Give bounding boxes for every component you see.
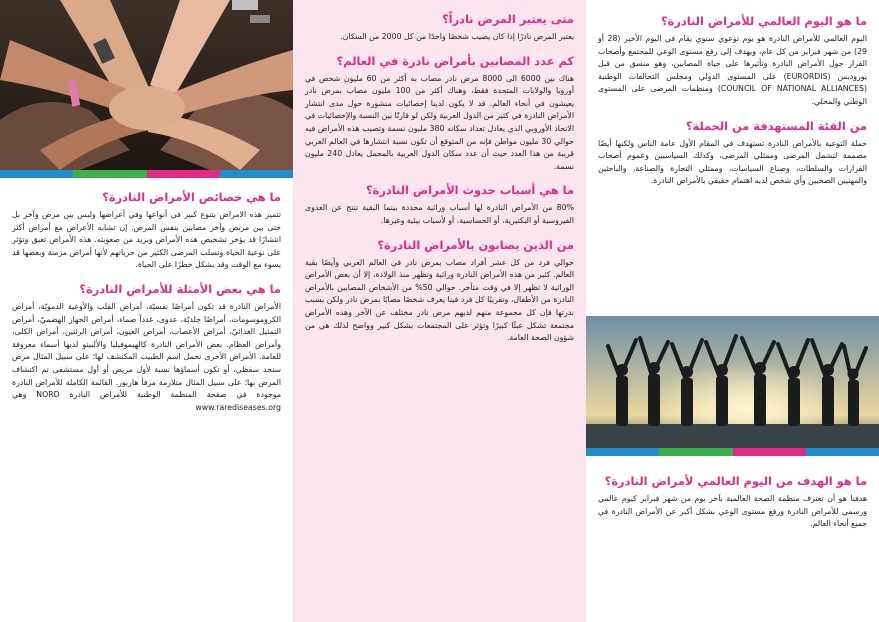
right-column: [586, 0, 879, 622]
heading-goal: ما هو الهدف من اليوم العالمي لأمراض النادرة؟: [604, 474, 867, 488]
body-world-day: اليوم العالمي للأمراض النادرة هو يوم توعوي سنوي يقام في اليوم الأخير (28 أو 29) من شهر فبراير من كل عام، ويهدف إلى رفع مستوى الوعي للمجتمع وأصحاب القرار حول الأمراض النادرة وتأثيرها على حياة المصابين، وهو منسق من قبل يوروديس (EURORDIS) على المستوى الدولي ومجلس التحالفات الوطنية (COUNCIL OF NATIONAL ALLIANCES) ومنظمات المرضى على المستوى الوطني والمحلي.: [598, 34, 867, 106]
middle-text: [305, 12, 574, 355]
section-when-rare: [305, 12, 574, 44]
right-text-bottom: [598, 474, 867, 541]
section-how-many: [305, 54, 574, 174]
heading-examples: ما هي بعض الأمثلة للأمراض النادرة؟: [79, 281, 281, 296]
middle-column: [293, 0, 586, 622]
body-goal: هدفنا هو أن تعترف منظمة الصحة العالمية بآخر يوم من شهر فبراير كيوم عالمي ورسمي للأمراض النادرة ورفع مستوى الوعي بشكل أكبر عن الأمراض النادرة في جميع أنحاء العالم.: [598, 494, 867, 529]
body-target-group: حملة التوعية بالأمراض النادرة تستهدف في المقام الأول عامة الناس ولكنها أيضًا مصممة لتشمل المرضى وممثلي المرضى، وكذلك السياسيين وعموم أصحاب القرارات والسلطات، وصناع السياسات، وممثلي التجارة والصناعة، والباحثين والمهنيين الصحيين وأي شخص لديه اهتمام حقيقي بالأمراض النادرة.: [598, 138, 867, 186]
body-who-affected: حوالي فرد من كل عشر أفراد مصاب بمرض نادر في العالم العربي وأيضًا بقية العالم. كثير من هذه الأمراض النادرة وراثية وتظهر منذ الولادة، إلا أن بعض الأمراض الوراثية لا تظهر إلا في وقت متأخر. حوالي 50% من الأشخاص المصابين بالأمراض النادرة من الأطفال، وتقريبًا كل فرد فينا يعرف شخصًا مصابًا بمرض نادر ولكن بسبب ندرتها فإن كل مجموعة منهم لديهم مرض نادر مختلف عن الآخر وهذه الأمراض مجتمعة تشكل عبئًا كبيرًا وتؤثر على المجتمعات بشكل كبير وواضح لذلك هي من شؤون الصحة العامة.: [305, 257, 574, 343]
heading-characteristics: ما هي خصائص الأمراض النادرة؟: [102, 190, 281, 204]
heading-when-rare: متى يعتبر المرض نادراً؟: [442, 12, 574, 26]
right-text-top: [598, 14, 867, 198]
sunset-silhouettes-photo: [586, 316, 879, 448]
section-causes: [305, 183, 574, 227]
left-column: [0, 0, 293, 622]
body-causes: 80% من الأمراض النادرة لها أسباب وراثية محددة بينما البقية تنتج عن العدوى الفيروسية أو البكتيرية، أو الحساسية، أو لأسباب بيئية وغيرها.: [305, 203, 574, 225]
heading-causes: ما هي أسباب حدوث الأمراض النادرة؟: [366, 183, 574, 198]
color-stripe: [0, 170, 293, 178]
section-characteristics: [12, 190, 281, 272]
section-goal: [598, 474, 867, 531]
stacked-hands-photo: [0, 0, 293, 170]
heading-how-many: كم عدد المصابين بأمراض نادرة في العالم؟: [336, 53, 574, 68]
section-who-affected: [305, 238, 574, 345]
body-when-rare: يعتبر المرض نادرًا إذا كان يصيب شخصًا واحدًا من كل 2000 من السكان.: [340, 32, 574, 41]
body-characteristics: تتميز هذه الامراض بتنوع كبير في أنواعها وفي أعراضها وليس بين مرض وآخر بل حتى بين مريض وآخر مصابين بنفس المرض. إن تشابه الأعراض مع أمراض أكثر انتشارًا قد يؤخر تشخيص هذه الأمراض ويزيد من صعوبته. هذه الأمراض تعيق وتؤثر على نوعية الحياة وتسلب المرضى الكثير من حرياتهم لأنها أمراض مزمنة وبعضها قد يسوء مع الوقت وقد يشكل خطرًا على الحياة.: [12, 210, 281, 270]
body-how-many: هناك بين 6000 الى 8000 مرض نادر مصاب به أكثر من 60 مليون شخص في أوروبا والولايات المتحدة فقط، وهناك أكثر من 100 مليون مصاب بمرض نادر يعيشون في أنحاء العالم. قد لا يكون لدينا إحصائيات منشورة حول مدى انتشار الأمراض النادرة في كثير من الدول العربية ولكن لو قارنّا بين النسبة والإحصائيات في الاتحاد الأوروبي الذي يعادل تعداد سكانه 380 مليون نسمة وتصيب هذه الأمراض فيه حوالي 30 مليون مواطن فإنه من المتوقع أن تكون نسبة انتشارها في العالم العربي قريبة من هذا العدد حيث أن عدد سكان الدول العربية بالمجمل يعادل 240 مليون نسمة.: [305, 73, 574, 171]
section-examples: [12, 282, 281, 414]
color-stripe-right: [586, 448, 879, 456]
heading-who-affected: من الذين يصابون بالأمراض النادرة؟: [377, 237, 574, 252]
left-text: [12, 190, 281, 424]
heading-target-group: من الفئة المستهدفة من الحملة؟: [685, 118, 867, 133]
section-target-group: [598, 119, 867, 188]
body-examples: الأمراض النادرة قد تكون أمراضًا نفسيّة، أمراض القلب والأوعية الدمويّة، أمراض الكروموسومات، أمراضًا جلديّة، عدوى، غدداً صماء، أمراض الجهاز الهضميّ، أمراض التمثيل الغذائيّ، أمراض الأعصاب، أمراض العيون، أمراض الرئتين، أمراض الكلى، وأمراض العظام. بعض الأمراض النادرة كالهيموفيليا والألبينو لديها أسماء معروفة للعامة. الأمراض الأخرى تحمل اسم الطبيب المكتشف لها؛ على سبيل المثال مرض سنجد سفظي، أو تكون أسماؤها نسبة لأول مريض أو أول مستشفى تم اكتشاف المرض بها؛ على سبيل المثال متلازمة مرفأ هاربور. القائمة الكاملة للأمراض النادرة موجودة في صفحة المنظمة الوطنية للأمراض النادرة NORD وهي www.rarediseases.org: [12, 301, 281, 412]
heading-world-day: ما هو اليوم العالمي للأمراض النادرة؟: [661, 14, 867, 28]
section-world-day: [598, 14, 867, 109]
